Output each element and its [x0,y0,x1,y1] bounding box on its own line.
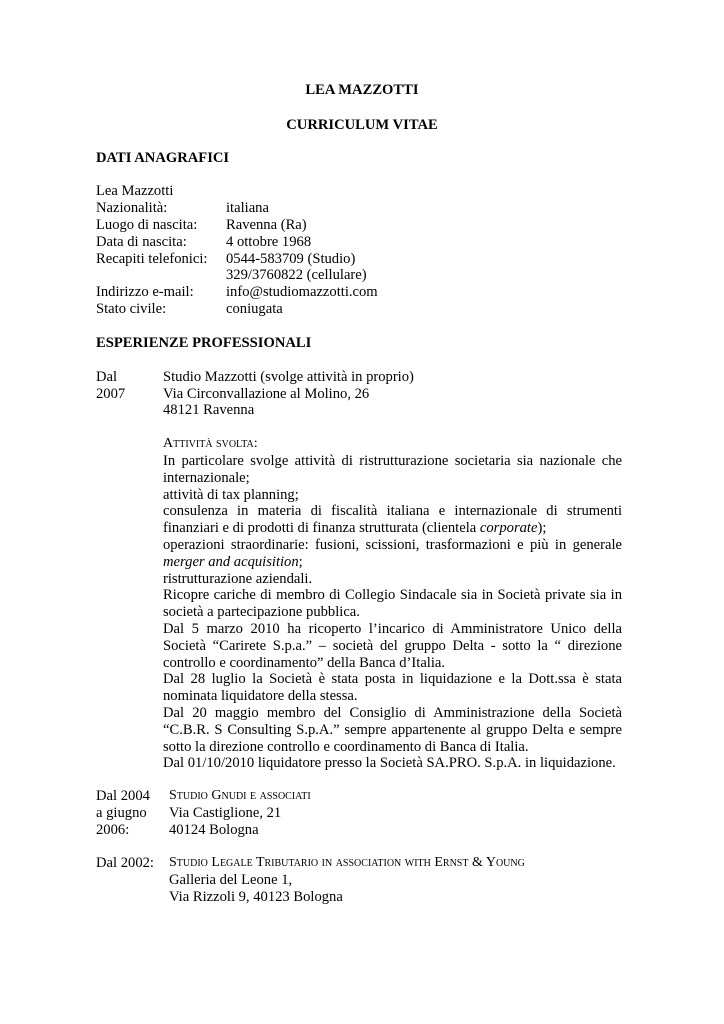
info-label: Data di nascita: [96,234,187,250]
activity-line: Dal 5 marzo 2010 ha ricoperto l’incarico di Amministratore Unico della [163,620,622,637]
job-date: 2006: [96,822,130,838]
job-city: 48121 Ravenna [163,402,255,418]
activity-line [163,554,622,571]
cv-name: LEA MAZZOTTI [305,82,419,98]
job-date: a giugno [96,805,147,821]
info-label: Nazionalità: [96,200,168,216]
info-value: info@studiomazzotti.com [226,284,378,300]
job-employer: Studio Gnudi e associati [169,788,311,803]
activity-heading: Attività svolta: [163,436,258,451]
activity-line: Dal 01/10/2010 liquidatore presso la Società SA.PRO. S.p.A. in liquidazione. [163,755,616,772]
activity-line: attività di tax planning; [163,486,299,503]
activity-text: finanziari e di prodotti di finanza strutturata (clientela [163,520,480,537]
activity-text: ); [537,520,547,537]
info-value: Ravenna (Ra) [226,217,307,233]
activity-line: nominata liquidatore della stessa. [163,688,358,705]
info-value: coniugata [226,301,283,317]
activity-line: Ricopre cariche di membro di Collegio Sindacale sia in Società private sia in [163,587,622,604]
activity-description [163,453,622,772]
activity-line: controllo e coordinamento” della Banca d’Italia. [163,654,446,671]
activity-italic-text: corporate [479,520,538,537]
job-address: Via Circonvallazione al Molino, 26 [163,386,370,402]
job-city: 40124 Bologna [169,822,259,838]
activity-line: Società “Carirete S.p.a.” – società del gruppo Delta - sotto la “ direzione [163,637,622,654]
job-address: Via Rizzoli 9, 40123 Bologna [169,889,343,905]
info-value: italiana [226,200,269,216]
activity-italic-text: merger and acquisition [163,553,299,570]
cv-title: CURRICULUM VITAE [286,117,438,133]
info-label: Indirizzo e-mail: [96,284,194,300]
info-value: 0544-583709 (Studio) [226,251,356,267]
job-date: Dal 2002: [96,855,154,871]
activity-line: internazionale; [163,469,250,486]
activity-line: ristrutturazione aziendali. [163,570,313,587]
activity-line: operazioni straordinarie: fusioni, scissioni, trasformazioni e più in generale [163,536,622,553]
activity-line: In particolare svolge attività di ristrutturazione societaria sia nazionale che [163,453,622,469]
activity-line: “C.B.R. S Consulting S.p.A.” sempre appartenente al gruppo Delta e sempre [163,721,622,738]
job-employer: Studio Mazzotti (svolge attività in proprio) [163,369,414,385]
activity-line: sotto la direzione controllo e coordinamento di Banca di Italia. [163,738,529,755]
job-date: Dal [96,369,118,385]
info-value: 329/3760822 (cellulare) [226,267,367,283]
info-value: 4 ottobre 1968 [226,234,312,250]
activity-line: Dal 20 maggio membro del Consiglio di Amministrazione della Società [163,704,622,721]
activity-line [163,520,622,537]
info-label: Recapiti telefonici: [96,251,208,267]
section-heading-esperienze: ESPERIENZE PROFESSIONALI [96,335,312,351]
job-employer: Studio Legale Tributario in association with Ernst & Young [169,855,525,870]
full-name: Lea Mazzotti [96,183,174,199]
activity-line: consulenza in materia di fiscalità italiana e internazionale di strumenti [163,503,622,520]
job-date: 2007 [96,386,126,402]
info-label: Stato civile: [96,301,167,317]
job-date: Dal 2004 [96,788,150,804]
activity-line: società a partecipazione pubblica. [163,604,360,621]
job-address: Galleria del Leone 1, [169,872,293,888]
info-label: Luogo di nascita: [96,217,198,233]
activity-line: Dal 28 luglio la Società è stata posta in liquidazione e la Dott.ssa è stata [163,671,622,688]
job-address: Via Castiglione, 21 [169,805,282,821]
activity-text: ; [298,553,303,570]
section-heading-anagrafici: DATI ANAGRAFICI [96,150,230,166]
